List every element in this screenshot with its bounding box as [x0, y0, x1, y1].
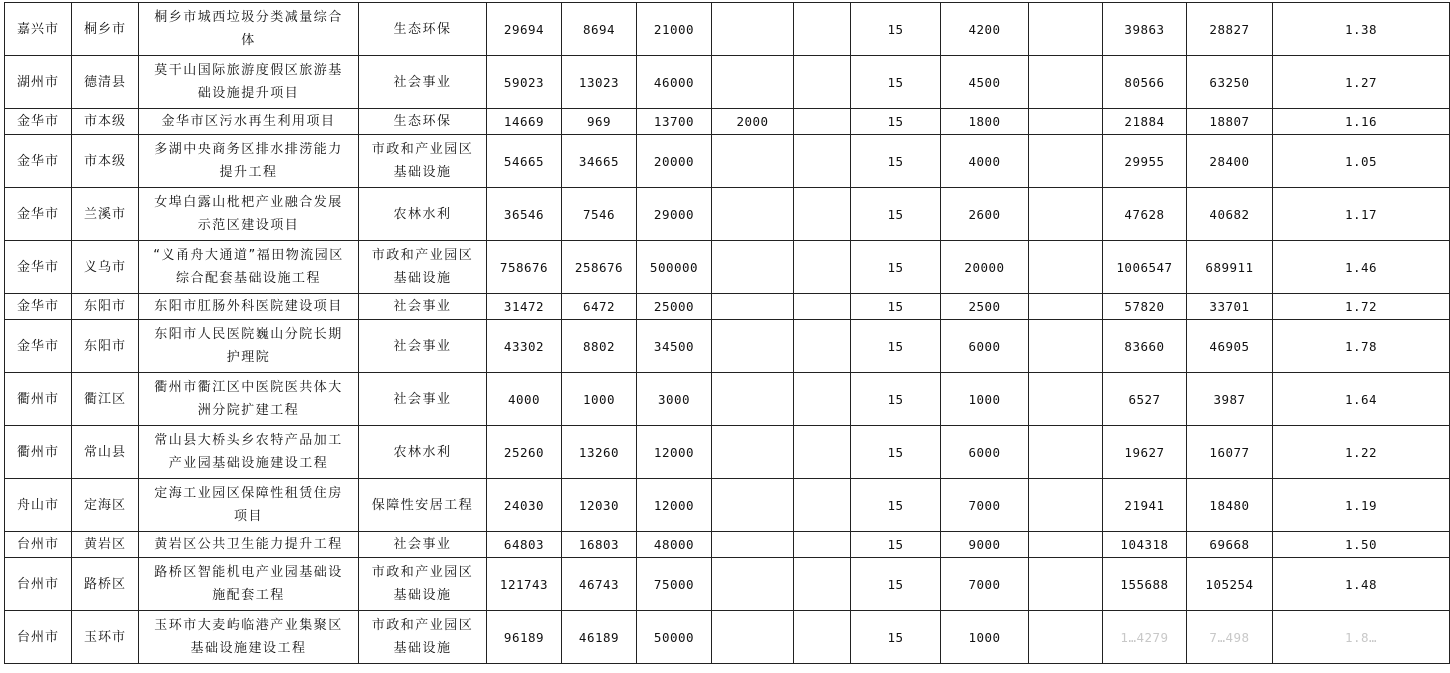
amount-cell: 258676	[562, 241, 637, 294]
cost-cell: 7…498	[1187, 611, 1273, 664]
amount-cell	[712, 56, 794, 109]
amount-cell: 21000	[637, 3, 712, 56]
years-cell: 15	[851, 135, 941, 188]
category-cell: 市政和产业园区基础设施	[359, 611, 487, 664]
amount-cell: 6000	[941, 426, 1029, 479]
amount-cell: 46000	[637, 56, 712, 109]
coverage-ratio-cell: 1.38	[1273, 3, 1450, 56]
amount-cell	[712, 479, 794, 532]
revenue-cell: 1006547	[1103, 241, 1187, 294]
years-cell: 15	[851, 109, 941, 135]
amount-cell	[1029, 373, 1103, 426]
amount-cell	[712, 532, 794, 558]
city-cell: 舟山市	[5, 479, 72, 532]
cost-cell: 28400	[1187, 135, 1273, 188]
project-name-cell: 女埠白露山枇杷产业融合发展示范区建设项目	[139, 188, 359, 241]
amount-cell: 7000	[941, 558, 1029, 611]
table-row	[5, 241, 1450, 294]
amount-cell: 4200	[941, 3, 1029, 56]
county-cell: 市本级	[72, 109, 139, 135]
table-row	[5, 426, 1450, 479]
coverage-ratio-cell: 1.27	[1273, 56, 1450, 109]
amount-cell	[794, 479, 851, 532]
city-cell: 台州市	[5, 532, 72, 558]
county-cell: 桐乡市	[72, 3, 139, 56]
amount-cell: 46189	[562, 611, 637, 664]
category-cell: 生态环保	[359, 109, 487, 135]
amount-cell: 16803	[562, 532, 637, 558]
amount-cell: 29000	[637, 188, 712, 241]
table-row	[5, 611, 1450, 664]
project-name-cell: 路桥区智能机电产业园基础设施配套工程	[139, 558, 359, 611]
years-cell: 15	[851, 532, 941, 558]
category-cell: 社会事业	[359, 532, 487, 558]
cost-cell: 69668	[1187, 532, 1273, 558]
amount-cell	[794, 241, 851, 294]
amount-cell	[1029, 188, 1103, 241]
revenue-cell: 57820	[1103, 294, 1187, 320]
coverage-ratio-cell: 1.46	[1273, 241, 1450, 294]
amount-cell	[1029, 479, 1103, 532]
coverage-ratio-cell: 1.8…	[1273, 611, 1450, 664]
county-cell: 义乌市	[72, 241, 139, 294]
amount-cell: 13700	[637, 109, 712, 135]
amount-cell	[712, 294, 794, 320]
amount-cell: 13260	[562, 426, 637, 479]
amount-cell	[1029, 135, 1103, 188]
county-cell: 东阳市	[72, 320, 139, 373]
amount-cell: 12000	[637, 479, 712, 532]
revenue-cell: 29955	[1103, 135, 1187, 188]
amount-cell: 6472	[562, 294, 637, 320]
category-cell: 农林水利	[359, 426, 487, 479]
amount-cell: 48000	[637, 532, 712, 558]
amount-cell: 500000	[637, 241, 712, 294]
city-cell: 湖州市	[5, 56, 72, 109]
amount-cell: 13023	[562, 56, 637, 109]
amount-cell	[794, 135, 851, 188]
amount-cell	[794, 558, 851, 611]
coverage-ratio-cell: 1.19	[1273, 479, 1450, 532]
years-cell: 15	[851, 188, 941, 241]
amount-cell	[1029, 532, 1103, 558]
amount-cell: 3000	[637, 373, 712, 426]
amount-cell: 1000	[941, 373, 1029, 426]
county-cell: 黄岩区	[72, 532, 139, 558]
total-investment-cell: 31472	[487, 294, 562, 320]
years-cell: 15	[851, 320, 941, 373]
amount-cell	[794, 373, 851, 426]
county-cell: 路桥区	[72, 558, 139, 611]
project-name-cell: 常山县大桥头乡农特产品加工产业园基础设施建设工程	[139, 426, 359, 479]
amount-cell	[712, 320, 794, 373]
total-investment-cell: 14669	[487, 109, 562, 135]
amount-cell: 4500	[941, 56, 1029, 109]
county-cell: 德清县	[72, 56, 139, 109]
category-cell: 社会事业	[359, 56, 487, 109]
revenue-cell: 6527	[1103, 373, 1187, 426]
amount-cell: 9000	[941, 532, 1029, 558]
years-cell: 15	[851, 56, 941, 109]
project-name-cell: 桐乡市城西垃圾分类减量综合体	[139, 3, 359, 56]
revenue-cell: 155688	[1103, 558, 1187, 611]
table-row	[5, 558, 1450, 611]
amount-cell	[1029, 294, 1103, 320]
cost-cell: 18480	[1187, 479, 1273, 532]
project-name-cell: 多湖中央商务区排水排涝能力提升工程	[139, 135, 359, 188]
total-investment-cell: 25260	[487, 426, 562, 479]
project-name-cell: 衢州市衢江区中医院医共体大洲分院扩建工程	[139, 373, 359, 426]
amount-cell: 46743	[562, 558, 637, 611]
years-cell: 15	[851, 294, 941, 320]
project-name-cell: 黄岩区公共卫生能力提升工程	[139, 532, 359, 558]
cost-cell: 18807	[1187, 109, 1273, 135]
cost-cell: 40682	[1187, 188, 1273, 241]
amount-cell	[794, 188, 851, 241]
revenue-cell: 1…4279	[1103, 611, 1187, 664]
amount-cell: 6000	[941, 320, 1029, 373]
amount-cell: 12030	[562, 479, 637, 532]
city-cell: 台州市	[5, 558, 72, 611]
amount-cell	[1029, 241, 1103, 294]
amount-cell: 34665	[562, 135, 637, 188]
city-cell: 嘉兴市	[5, 3, 72, 56]
revenue-cell: 80566	[1103, 56, 1187, 109]
amount-cell: 2000	[712, 109, 794, 135]
coverage-ratio-cell: 1.17	[1273, 188, 1450, 241]
amount-cell	[712, 188, 794, 241]
city-cell: 金华市	[5, 188, 72, 241]
cost-cell: 28827	[1187, 3, 1273, 56]
revenue-cell: 47628	[1103, 188, 1187, 241]
amount-cell: 20000	[637, 135, 712, 188]
amount-cell	[794, 611, 851, 664]
category-cell: 农林水利	[359, 188, 487, 241]
coverage-ratio-cell: 1.16	[1273, 109, 1450, 135]
coverage-ratio-cell: 1.78	[1273, 320, 1450, 373]
amount-cell: 20000	[941, 241, 1029, 294]
years-cell: 15	[851, 479, 941, 532]
amount-cell	[1029, 558, 1103, 611]
revenue-cell: 83660	[1103, 320, 1187, 373]
category-cell: 生态环保	[359, 3, 487, 56]
total-investment-cell: 4000	[487, 373, 562, 426]
amount-cell: 8802	[562, 320, 637, 373]
category-cell: 保障性安居工程	[359, 479, 487, 532]
amount-cell	[712, 611, 794, 664]
amount-cell	[712, 241, 794, 294]
coverage-ratio-cell: 1.50	[1273, 532, 1450, 558]
category-cell: 市政和产业园区基础设施	[359, 558, 487, 611]
years-cell: 15	[851, 426, 941, 479]
years-cell: 15	[851, 373, 941, 426]
revenue-cell: 19627	[1103, 426, 1187, 479]
years-cell: 15	[851, 558, 941, 611]
revenue-cell: 39863	[1103, 3, 1187, 56]
table-row	[5, 188, 1450, 241]
amount-cell	[794, 320, 851, 373]
table-body	[5, 3, 1450, 664]
amount-cell: 7000	[941, 479, 1029, 532]
amount-cell: 8694	[562, 3, 637, 56]
project-name-cell: 莫干山国际旅游度假区旅游基础设施提升项目	[139, 56, 359, 109]
city-cell: 金华市	[5, 109, 72, 135]
project-name-cell: 定海工业园区保障性租赁住房项目	[139, 479, 359, 532]
city-cell: 台州市	[5, 611, 72, 664]
amount-cell: 969	[562, 109, 637, 135]
city-cell: 金华市	[5, 294, 72, 320]
cost-cell: 46905	[1187, 320, 1273, 373]
amount-cell	[712, 3, 794, 56]
amount-cell	[794, 426, 851, 479]
table-row	[5, 320, 1450, 373]
amount-cell: 1800	[941, 109, 1029, 135]
amount-cell: 25000	[637, 294, 712, 320]
amount-cell: 1000	[562, 373, 637, 426]
coverage-ratio-cell: 1.64	[1273, 373, 1450, 426]
table-row	[5, 56, 1450, 109]
project-name-cell: “义甬舟大通道”福田物流园区综合配套基础设施工程	[139, 241, 359, 294]
county-cell: 市本级	[72, 135, 139, 188]
table-row	[5, 532, 1450, 558]
amount-cell	[794, 109, 851, 135]
total-investment-cell: 758676	[487, 241, 562, 294]
total-investment-cell: 29694	[487, 3, 562, 56]
city-cell: 衢州市	[5, 426, 72, 479]
amount-cell: 50000	[637, 611, 712, 664]
total-investment-cell: 36546	[487, 188, 562, 241]
table-row	[5, 3, 1450, 56]
amount-cell	[794, 3, 851, 56]
cost-cell: 689911	[1187, 241, 1273, 294]
amount-cell: 2600	[941, 188, 1029, 241]
amount-cell	[712, 426, 794, 479]
amount-cell	[794, 294, 851, 320]
coverage-ratio-cell: 1.05	[1273, 135, 1450, 188]
revenue-cell: 104318	[1103, 532, 1187, 558]
amount-cell: 7546	[562, 188, 637, 241]
amount-cell	[1029, 320, 1103, 373]
total-investment-cell: 96189	[487, 611, 562, 664]
project-name-cell: 玉环市大麦屿临港产业集聚区基础设施建设工程	[139, 611, 359, 664]
amount-cell: 4000	[941, 135, 1029, 188]
revenue-cell: 21941	[1103, 479, 1187, 532]
county-cell: 东阳市	[72, 294, 139, 320]
category-cell: 市政和产业园区基础设施	[359, 135, 487, 188]
category-cell: 社会事业	[359, 294, 487, 320]
cost-cell: 105254	[1187, 558, 1273, 611]
category-cell: 社会事业	[359, 373, 487, 426]
coverage-ratio-cell: 1.22	[1273, 426, 1450, 479]
amount-cell: 75000	[637, 558, 712, 611]
category-cell: 市政和产业园区基础设施	[359, 241, 487, 294]
table-row	[5, 109, 1450, 135]
city-cell: 金华市	[5, 135, 72, 188]
amount-cell	[794, 532, 851, 558]
category-cell: 社会事业	[359, 320, 487, 373]
cost-cell: 63250	[1187, 56, 1273, 109]
cost-cell: 3987	[1187, 373, 1273, 426]
county-cell: 常山县	[72, 426, 139, 479]
years-cell: 15	[851, 3, 941, 56]
project-name-cell: 东阳市人民医院巍山分院长期护理院	[139, 320, 359, 373]
total-investment-cell: 121743	[487, 558, 562, 611]
amount-cell	[1029, 109, 1103, 135]
total-investment-cell: 24030	[487, 479, 562, 532]
total-investment-cell: 59023	[487, 56, 562, 109]
coverage-ratio-cell: 1.48	[1273, 558, 1450, 611]
county-cell: 定海区	[72, 479, 139, 532]
amount-cell	[794, 56, 851, 109]
amount-cell: 34500	[637, 320, 712, 373]
total-investment-cell: 43302	[487, 320, 562, 373]
table-row	[5, 135, 1450, 188]
table-row	[5, 373, 1450, 426]
coverage-ratio-cell: 1.72	[1273, 294, 1450, 320]
county-cell: 兰溪市	[72, 188, 139, 241]
city-cell: 衢州市	[5, 373, 72, 426]
amount-cell: 12000	[637, 426, 712, 479]
amount-cell	[712, 135, 794, 188]
project-name-cell: 金华市区污水再生利用项目	[139, 109, 359, 135]
amount-cell	[1029, 3, 1103, 56]
years-cell: 15	[851, 241, 941, 294]
county-cell: 玉环市	[72, 611, 139, 664]
project-table	[4, 2, 1450, 664]
years-cell: 15	[851, 611, 941, 664]
total-investment-cell: 54665	[487, 135, 562, 188]
amount-cell	[712, 373, 794, 426]
cost-cell: 33701	[1187, 294, 1273, 320]
table-row	[5, 294, 1450, 320]
city-cell: 金华市	[5, 241, 72, 294]
amount-cell	[1029, 426, 1103, 479]
revenue-cell: 21884	[1103, 109, 1187, 135]
amount-cell	[1029, 611, 1103, 664]
county-cell: 衢江区	[72, 373, 139, 426]
amount-cell: 1000	[941, 611, 1029, 664]
cost-cell: 16077	[1187, 426, 1273, 479]
amount-cell	[712, 558, 794, 611]
project-name-cell: 东阳市肛肠外科医院建设项目	[139, 294, 359, 320]
table-row	[5, 479, 1450, 532]
total-investment-cell: 64803	[487, 532, 562, 558]
amount-cell	[1029, 56, 1103, 109]
city-cell: 金华市	[5, 320, 72, 373]
amount-cell: 2500	[941, 294, 1029, 320]
